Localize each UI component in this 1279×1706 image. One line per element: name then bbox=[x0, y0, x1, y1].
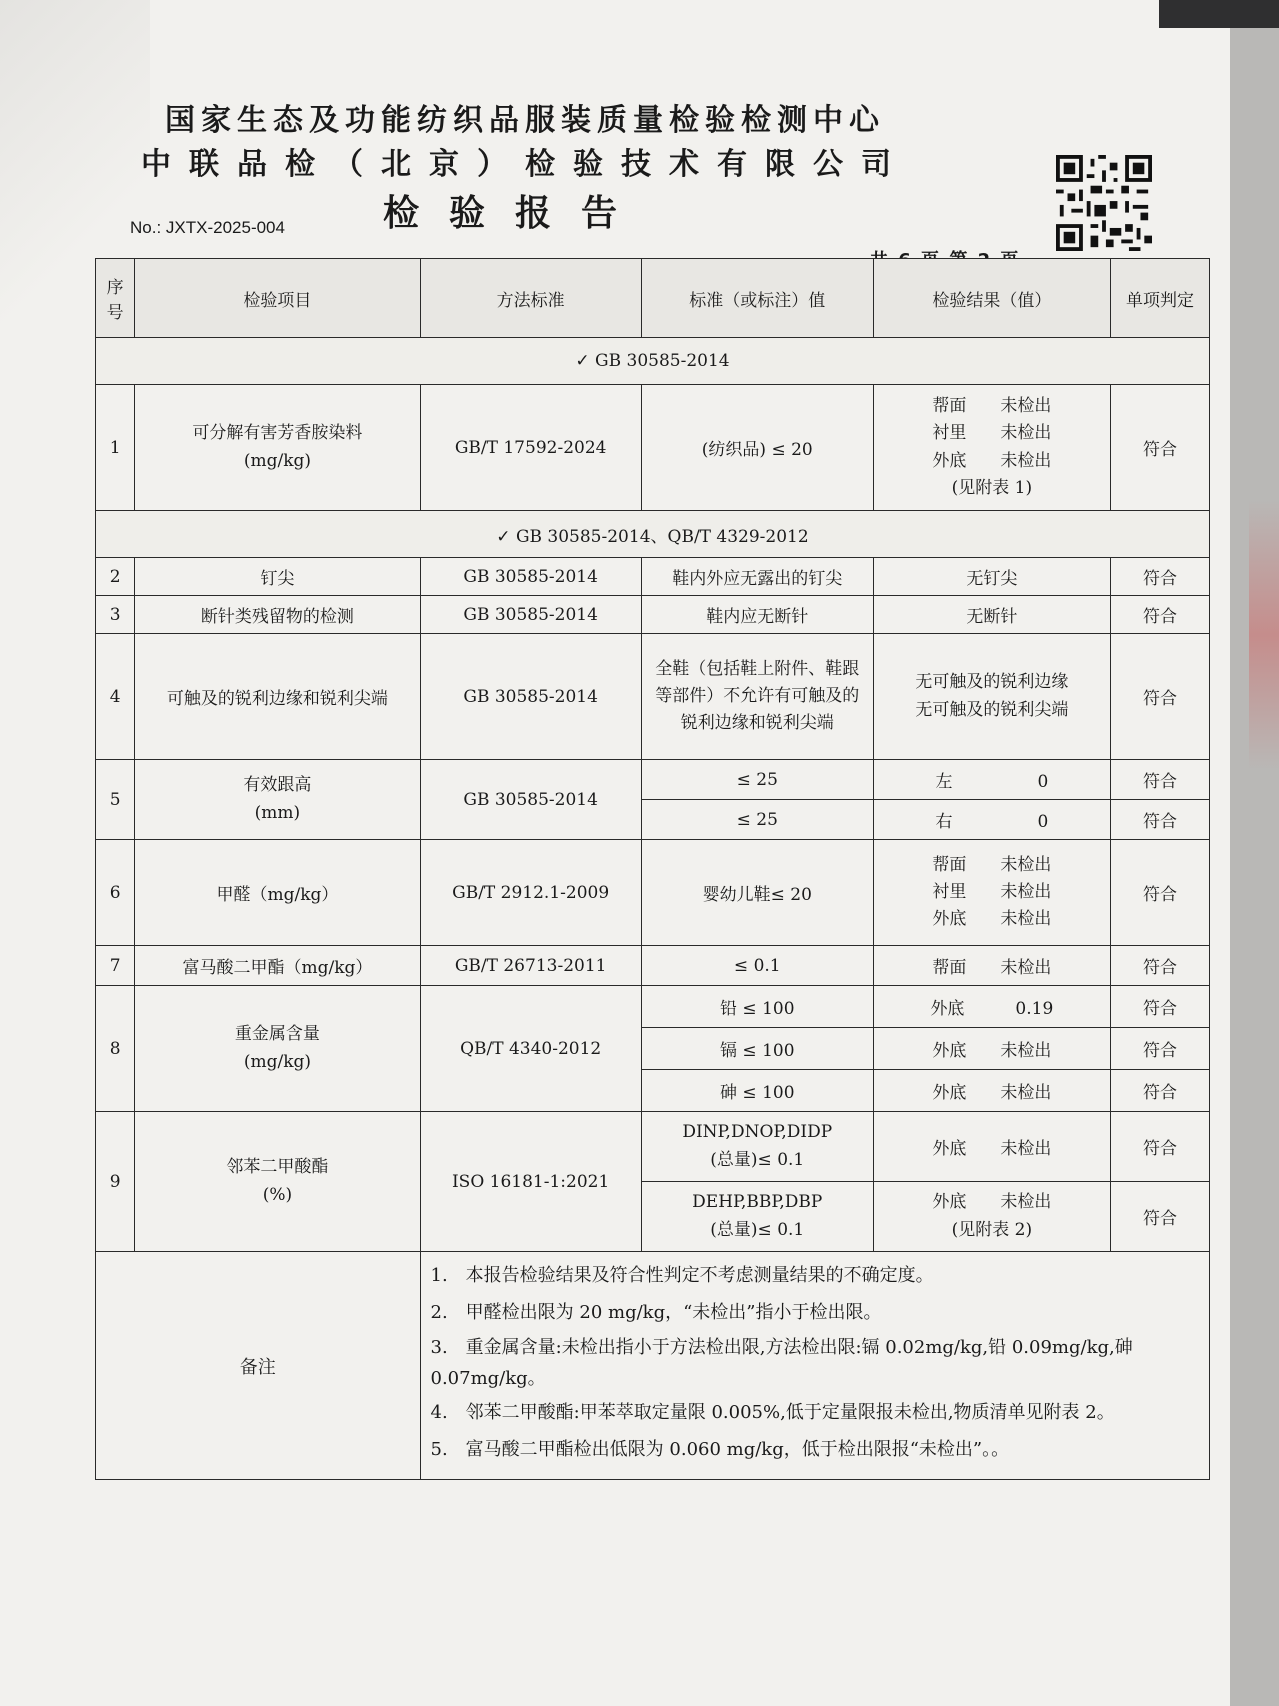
row-limit: 砷 ≤ 100 bbox=[641, 1070, 873, 1112]
row-verdict: 符合 bbox=[1111, 1028, 1210, 1070]
section-row-2 bbox=[96, 511, 1210, 558]
header-seq: 序号 bbox=[96, 259, 135, 338]
row-item: 断针类残留物的检测 bbox=[135, 596, 420, 634]
row-item bbox=[135, 986, 420, 1112]
item-name: 可分解有害芳香胺染料 bbox=[192, 423, 363, 444]
result-line: 外底 未检出 bbox=[932, 909, 1052, 930]
limit-line: DINP,DNOP,DIDP bbox=[682, 1122, 833, 1143]
row-verdict: 符合 bbox=[1111, 946, 1210, 986]
row-method: GB 30585-2014 bbox=[420, 760, 641, 840]
row-seq: 1 bbox=[96, 385, 135, 511]
org-name-line2: 中联品检（北京）检验技术有限公司 bbox=[141, 147, 909, 182]
notes-row bbox=[96, 1252, 1210, 1480]
table-row bbox=[96, 1112, 1210, 1182]
section-label: ✓ GB 30585-2014、QB/T 4329-2012 bbox=[96, 511, 1210, 558]
note-item: 1. 本报告检验结果及符合性判定不考虑测量结果的不确定度。 bbox=[430, 1265, 934, 1286]
table-row bbox=[96, 760, 1210, 800]
header-verdict: 单项判定 bbox=[1111, 259, 1210, 338]
note-item: 3. 重金属含量:未检出指小于方法检出限,方法检出限:镉 0.02mg/kg,铅 0.09mg/kg,砷 0.07mg/kg。 bbox=[430, 1336, 1133, 1390]
row-verdict: 符合 bbox=[1111, 986, 1210, 1028]
row-verdict: 符合 bbox=[1111, 840, 1210, 946]
row-seq: 7 bbox=[96, 946, 135, 986]
result-line: 衬里 未检出 bbox=[932, 881, 1052, 902]
row-result bbox=[873, 385, 1110, 511]
row-item bbox=[135, 760, 420, 840]
row-item: 钉尖 bbox=[135, 558, 420, 596]
limit-line: (总量)≤ 0.1 bbox=[710, 1149, 805, 1170]
org-name-line1: 国家生态及功能纺织品服装质量检验检测中心 bbox=[165, 103, 885, 138]
row-limit: ≤ 0.1 bbox=[641, 946, 873, 986]
item-unit: (mm) bbox=[254, 802, 301, 823]
result-line: (见附表 1) bbox=[951, 477, 1033, 498]
row-limit: 镉 ≤ 100 bbox=[641, 1028, 873, 1070]
row-seq: 4 bbox=[96, 634, 135, 760]
result-line: 无可触及的锐利尖端 bbox=[915, 699, 1069, 720]
table-row bbox=[96, 385, 1210, 511]
row-limit bbox=[641, 1182, 873, 1252]
table-row bbox=[96, 986, 1210, 1028]
row-seq: 8 bbox=[96, 986, 135, 1112]
row-result: 外底 未检出 bbox=[873, 1070, 1110, 1112]
row-verdict: 符合 bbox=[1111, 1112, 1210, 1182]
row-result: 外底 未检出 bbox=[873, 1112, 1110, 1182]
row-item: 甲醛（mg/kg） bbox=[135, 840, 420, 946]
note-item: 2. 甲醛检出限为 20 mg/kg，“未检出”指小于检出限。 bbox=[430, 1301, 882, 1323]
row-item bbox=[135, 385, 420, 511]
report-number: No.: JXTX-2025-004 bbox=[130, 218, 285, 237]
row-item: 富马酸二甲酯（mg/kg） bbox=[135, 946, 420, 986]
item-name: 有效跟高 bbox=[243, 775, 312, 796]
table-row bbox=[96, 634, 1210, 760]
row-limit: (纺织品) ≤ 20 bbox=[641, 385, 873, 511]
note-item: 5. 富马酸二甲酯检出低限为 0.060 mg/kg，低于检出限报“未检出”。。 bbox=[430, 1438, 1010, 1460]
table-header-row bbox=[96, 259, 1210, 338]
header-method: 方法标准 bbox=[420, 259, 641, 338]
row-result: 左 0 bbox=[873, 760, 1110, 800]
item-unit: (%) bbox=[262, 1184, 293, 1205]
row-result: 外底 0.19 bbox=[873, 986, 1110, 1028]
row-method: ISO 16181-1:2021 bbox=[420, 1112, 641, 1252]
row-item: 可触及的锐利边缘和锐利尖端 bbox=[135, 634, 420, 760]
row-result: 帮面 未检出 bbox=[873, 946, 1110, 986]
row-result: 外底 未检出 bbox=[873, 1028, 1110, 1070]
row-verdict: 符合 bbox=[1111, 1070, 1210, 1112]
row-limit: 鞋内外应无露出的钉尖 bbox=[641, 558, 873, 596]
result-line: 帮面 未检出 bbox=[932, 396, 1052, 417]
result-line: 无可触及的锐利边缘 bbox=[915, 672, 1069, 693]
row-verdict: 符合 bbox=[1111, 558, 1210, 596]
row-seq: 9 bbox=[96, 1112, 135, 1252]
background-dark-corner bbox=[1159, 0, 1279, 28]
row-verdict: 符合 bbox=[1111, 1182, 1210, 1252]
report-title: 检验报告 bbox=[382, 193, 647, 234]
inspection-table bbox=[95, 258, 1210, 1480]
item-unit: (mg/kg) bbox=[243, 1051, 312, 1072]
row-result bbox=[873, 1182, 1110, 1252]
report-header bbox=[0, 95, 1230, 236]
row-verdict: 符合 bbox=[1111, 760, 1210, 800]
table-row bbox=[96, 840, 1210, 946]
row-verdict: 符合 bbox=[1111, 596, 1210, 634]
row-limit: 婴幼儿鞋≤ 20 bbox=[641, 840, 873, 946]
table-row bbox=[96, 946, 1210, 986]
row-method: GB 30585-2014 bbox=[420, 596, 641, 634]
row-method: GB 30585-2014 bbox=[420, 634, 641, 760]
row-limit: 鞋内应无断针 bbox=[641, 596, 873, 634]
row-result: 无钉尖 bbox=[873, 558, 1110, 596]
note-item: 4. 邻苯二甲酸酯:甲苯萃取定量限 0.005%,低于定量限报未检出,物质清单见附表 2。 bbox=[430, 1401, 1115, 1423]
row-method: GB/T 26713-2011 bbox=[420, 946, 641, 986]
row-seq: 2 bbox=[96, 558, 135, 596]
row-seq: 6 bbox=[96, 840, 135, 946]
header-item: 检验项目 bbox=[135, 259, 420, 338]
result-line: 外底 未检出 bbox=[932, 450, 1052, 471]
row-result bbox=[873, 840, 1110, 946]
notes-content bbox=[420, 1252, 1210, 1480]
header-result: 检验结果（值） bbox=[873, 259, 1110, 338]
row-result: 无断针 bbox=[873, 596, 1110, 634]
table-row bbox=[96, 558, 1210, 596]
result-line: 帮面 未检出 bbox=[932, 854, 1052, 875]
row-verdict: 符合 bbox=[1111, 385, 1210, 511]
row-method: GB/T 17592-2024 bbox=[420, 385, 641, 511]
result-line: 衬里 未检出 bbox=[932, 423, 1052, 444]
red-seal-edge bbox=[1249, 500, 1279, 770]
section-label: ✓ GB 30585-2014 bbox=[96, 338, 1210, 385]
row-seq: 3 bbox=[96, 596, 135, 634]
item-unit: (mg/kg) bbox=[243, 450, 312, 471]
limit-line: DEHP,BBP,DBP bbox=[692, 1192, 823, 1213]
row-limit bbox=[641, 1112, 873, 1182]
qr-code-icon bbox=[1055, 155, 1153, 251]
row-result: 右 0 bbox=[873, 800, 1110, 840]
item-name: 邻苯二甲酸酯 bbox=[226, 1157, 329, 1178]
row-method: QB/T 4340-2012 bbox=[420, 986, 641, 1112]
result-line: (见附表 2) bbox=[951, 1219, 1033, 1240]
row-seq: 5 bbox=[96, 760, 135, 840]
result-line: 外底 未检出 bbox=[932, 1192, 1052, 1213]
row-limit: ≤ 25 bbox=[641, 800, 873, 840]
limit-line: (总量)≤ 0.1 bbox=[710, 1219, 805, 1240]
row-verdict: 符合 bbox=[1111, 634, 1210, 760]
table-row bbox=[96, 596, 1210, 634]
row-item bbox=[135, 1112, 420, 1252]
row-method: GB/T 2912.1-2009 bbox=[420, 840, 641, 946]
row-result bbox=[873, 634, 1110, 760]
row-limit: ≤ 25 bbox=[641, 760, 873, 800]
row-limit: 全鞋（包括鞋上附件、鞋跟等部件）不允许有可触及的锐利边缘和锐利尖端 bbox=[641, 634, 873, 760]
row-method: GB 30585-2014 bbox=[420, 558, 641, 596]
item-name: 重金属含量 bbox=[234, 1024, 320, 1045]
section-row-1 bbox=[96, 338, 1210, 385]
row-verdict: 符合 bbox=[1111, 800, 1210, 840]
row-limit: 铅 ≤ 100 bbox=[641, 986, 873, 1028]
notes-label: 备注 bbox=[96, 1252, 421, 1480]
header-limit: 标准（或标注）值 bbox=[641, 259, 873, 338]
